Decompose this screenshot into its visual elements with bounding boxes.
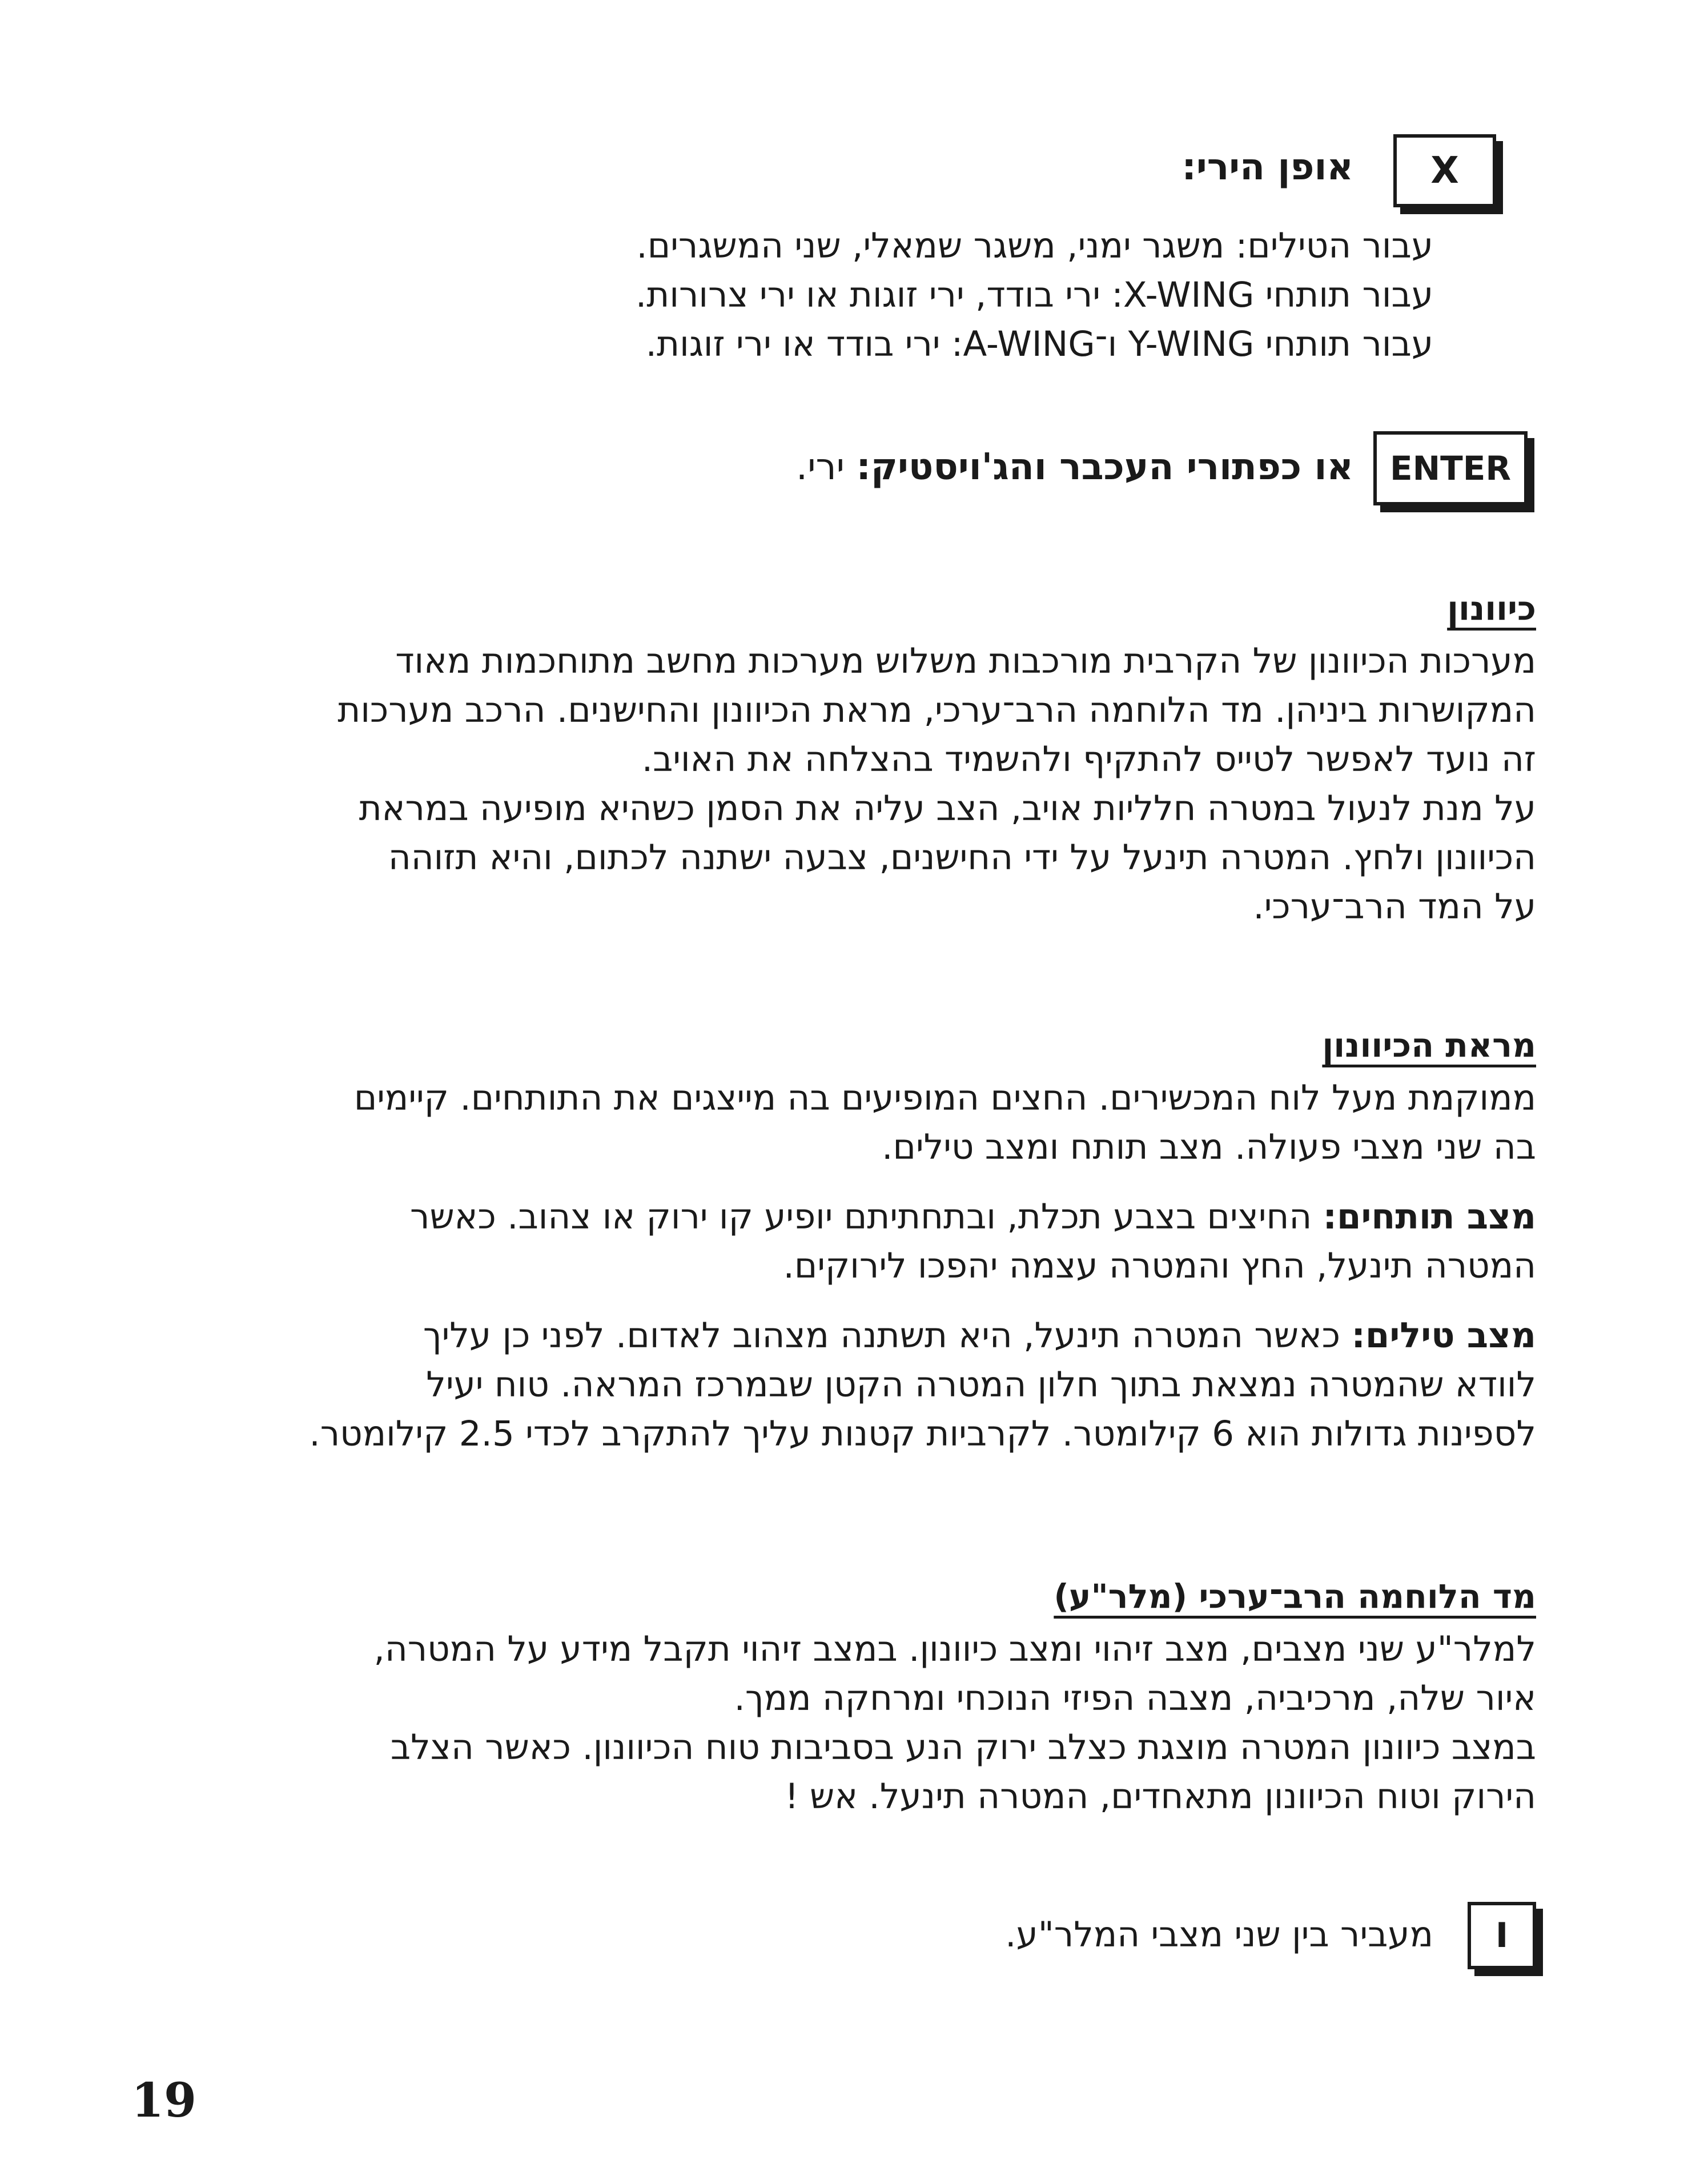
sight-heading: מראת הכיוונון xyxy=(1322,1026,1536,1065)
enter-label: או כפתורי העכבר והג'ויסטיק: xyxy=(856,446,1353,488)
text-line: למלר"ע שני מצבים, מצב זיהוי ומצב כיוונון. במצב זיהוי תקבל מידע על המטרה, xyxy=(373,1629,1536,1669)
text-line: הירוק וטוח הכיוונון מתאחדים, המטרה תינעל. אש ! xyxy=(785,1776,1536,1817)
text-line: זה נועד לאפשר לטייס להתקיף ולהשמיד בהצלחה את האויב. xyxy=(641,739,1536,780)
firing-options xyxy=(120,222,1433,369)
text-line: מערכות הכיוונון של הקרבית מורכבות משלוש מערכות מחשב מתוחכמות מאוד xyxy=(395,641,1536,681)
text-line: איור שלה, מרכיביה, מצבה הפיזי הנוכחי ומרחקה ממך. xyxy=(734,1678,1536,1719)
text-line: ממוקמת מעל לוח המכשירים. החצים המופיעים בה מייצגים את התותחים. קיימים xyxy=(353,1078,1536,1118)
cannon-mode-text: החיצים בצבע תכלת, ובתחתיתם יופיע קו ירוק או צהוב. כאשר xyxy=(410,1197,1312,1237)
mfd-body xyxy=(108,1625,1536,1821)
toggle-description: מעביר בין שני מצבי המלר"ע. xyxy=(1005,1914,1433,1955)
text-line: לספינות גדולות הוא 6 קילומטר. לקרביות קטנות עליך להתקרב לכדי 2.5 קילומטר. xyxy=(309,1414,1536,1454)
firing-line: עבור תותחי X-WING: ירי בודד, ירי זוגות או ירי צרורות. xyxy=(635,275,1433,315)
text-line: לוודא שהמטרה נמצאת בתוך חלון המטרה הקטן שבמרכז המראה. טוח יעיל xyxy=(426,1364,1536,1405)
sight-body xyxy=(108,1074,1536,1459)
enter-action: ירי. xyxy=(795,446,845,488)
targeting-body xyxy=(108,637,1536,932)
key-i: I xyxy=(1468,1902,1536,1969)
targeting-heading: כיוונון xyxy=(1447,589,1536,628)
text-line: במצב כיוונון המטרה מוצגת כצלב ירוק הנע בסביבות טוח הכיוונון. כאשר הצלב xyxy=(390,1727,1536,1768)
enter-line xyxy=(796,443,1353,492)
text-line: על מנת לנעול במטרה חלליות אויב, הצב עליה את הסמן כשהיא מופיעה במראת xyxy=(359,788,1536,829)
firing-line: עבור הטילים: משגר ימני, משגר שמאלי, שני המשגרים. xyxy=(636,226,1433,266)
text-line: הכיוונון ולחץ. המטרה תינעל על ידי החישנים, צבעה ישתנה לכתום, והיא תזוהה xyxy=(388,837,1536,878)
missile-mode-text: כאשר המטרה תינעל, היא תשתנה מצהוב לאדום. לפני כן עליך xyxy=(423,1315,1341,1356)
page-number: 19 xyxy=(131,2073,197,2128)
firing-line: עבור תותחי Y-WING ו־A-WING: ירי בודד או ירי זוגות. xyxy=(645,324,1433,364)
text-line: על המד הרב־ערכי. xyxy=(1253,886,1536,927)
key-enter: ENTER xyxy=(1373,431,1528,505)
key-x: X xyxy=(1393,134,1496,207)
cannon-mode-title: מצב תותחים: xyxy=(1323,1197,1536,1237)
firing-title: אופן הירי: xyxy=(1181,146,1353,188)
text-line: בה שני מצבי פעולה. מצב תותח ומצב טילים. xyxy=(882,1127,1536,1167)
missile-mode-title: מצב טילים: xyxy=(1351,1315,1536,1356)
mfd-heading: מד הלוחמה הרב־ערכי (מלר"ע) xyxy=(1054,1577,1536,1616)
text-line: המקושרות ביניהן. מד הלוחמה הרב־ערכי, מראת הכיוונון והחישנים. הרכב מערכות xyxy=(337,690,1536,730)
text-line: המטרה תינעל, החץ והמטרה עצמה יהפכו לירוקים. xyxy=(783,1246,1536,1286)
text-line xyxy=(108,1193,1536,1242)
text-line xyxy=(108,1311,1536,1360)
